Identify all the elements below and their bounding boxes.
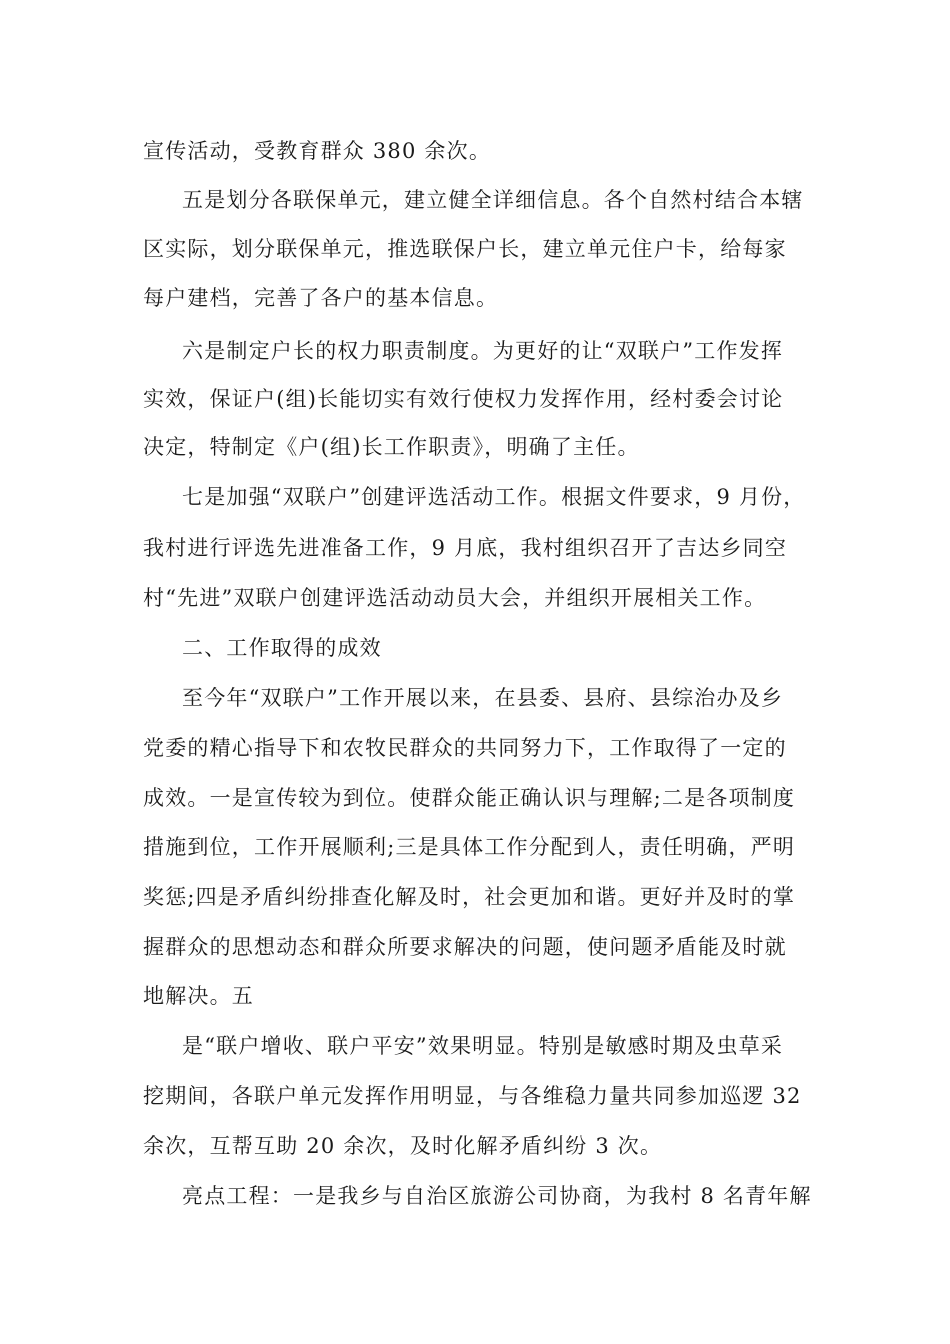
text-line: 亮点工程：一是我乡与自治区旅游公司协商，为我村 8 名青年解 [182, 1184, 812, 1208]
text-line: 成效。一是宣传较为到位。使群众能正确认识与理解;二是各项制度 [143, 786, 796, 810]
text-line: 六是制定户长的权力职责制度。为更好的让“双联户”工作发挥 [182, 339, 784, 363]
text-line: 挖期间，各联户单元发挥作用明显，与各维稳力量共同参加巡逻 32 [143, 1084, 802, 1108]
text-line: 村“先进”双联户创建评选活动动员大会，并组织开展相关工作。 [143, 586, 767, 610]
text-line: 是“联户增收、联户平安”效果明显。特别是敏感时期及虫草采 [182, 1034, 784, 1058]
text-line: 五是划分各联保单元，建立健全详细信息。各个自然村结合本辖 [182, 188, 804, 212]
text-line: 余次，互帮互助 20 余次，及时化解矛盾纠纷 3 次。 [143, 1134, 663, 1158]
text-line: 决定，特制定《户(组)长工作职责》，明确了主任。 [143, 435, 640, 459]
text-line: 握群众的思想动态和群众所要求解决的问题，使问题矛盾能及时就 [143, 935, 787, 959]
text-line: 措施到位，工作开展顺利;三是具体工作分配到人，责任明确，严明 [143, 835, 796, 859]
text-line: 区实际，划分联保单元，推选联保户长，建立单元住户卡，给每家 [143, 237, 787, 261]
text-line: 实效，保证户(组)长能切实有效行使权力发挥作用，经村委会讨论 [143, 387, 784, 411]
section-heading: 二、工作取得的成效 [182, 636, 382, 660]
text-line: 地解决。五 [143, 984, 254, 1008]
text-line: 党委的精心指导下和农牧民群众的共同努力下，工作取得了一定的 [143, 736, 787, 760]
text-line: 我村进行评选先进准备工作，9 月底，我村组织召开了吉达乡同空 [143, 536, 788, 560]
text-line: 宣传活动，受教育群众 380 余次。 [143, 139, 492, 163]
text-line: 七是加强“双联户”创建评选活动工作。根据文件要求，9 月份， [182, 485, 806, 509]
text-line: 奖惩;四是矛盾纠纷排查化解及时，社会更加和谐。更好并及时的掌 [143, 885, 796, 909]
text-line: 至今年“双联户”工作开展以来，在县委、县府、县综治办及乡 [182, 686, 784, 710]
text-line: 每户建档，完善了各户的基本信息。 [143, 286, 499, 310]
